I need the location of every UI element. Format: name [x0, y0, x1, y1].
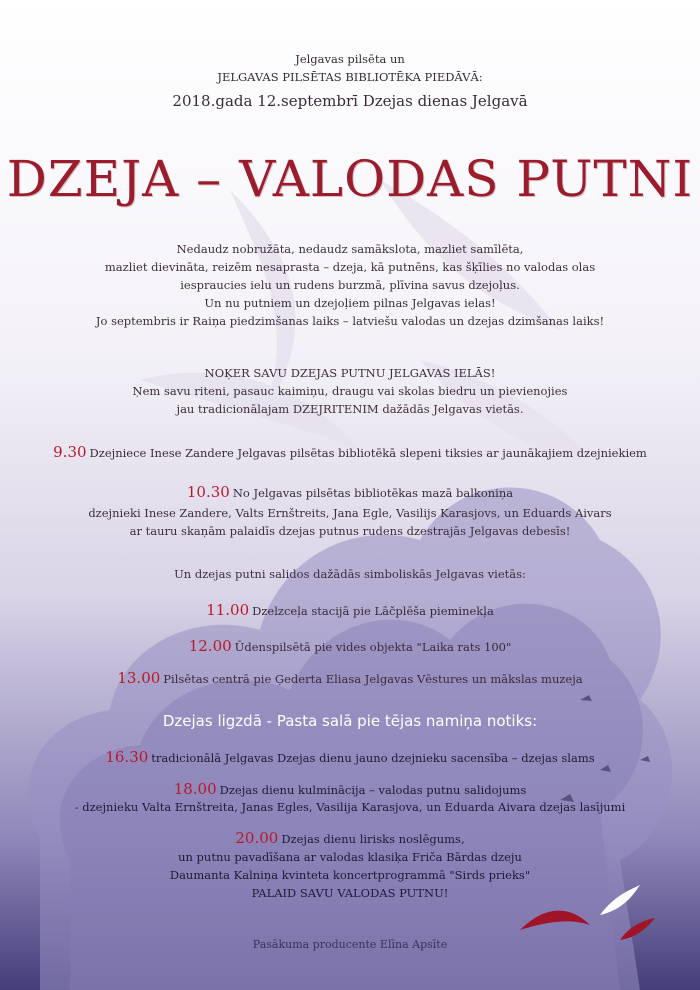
event-text: No Jelgavas pilsētas bibliotēkas mazā balkoniņa: [232, 486, 514, 500]
event-1630: [0, 747, 700, 766]
header-line-2: JELGAVAS PILSĒTAS BIBLIOTĒKA PIEDĀVĀ:: [217, 70, 483, 84]
event-time: 18.00: [173, 780, 217, 798]
event-1030-line-2: dzejnieki Inese Zandere, Valts Ernštreits, Jana Egle, Vasilijs Karasjovs, un Eduards Aivars: [88, 506, 612, 520]
intro-line-1: Nedaudz nobružāta, nedaudz samākslota, mazliet samīlēta,: [176, 242, 524, 256]
event-1030-line-3: ar tauru skaņām palaidīs dzejas putnus rudens dzestrajās Jelgavas debesīs!: [129, 524, 571, 538]
event-text: Ūdenspilsētā pie vides objekta "Laika rats 100": [234, 640, 512, 654]
event-1030: [0, 482, 700, 501]
event-time: 9.30: [53, 443, 87, 461]
finale-line-3: Daumanta Kalniņa kvinteta koncertprogrammā "Sirds prieks": [169, 868, 531, 882]
event-1800-line-2: - dzejnieku Valta Ernštreita, Janas Egles, Vasilija Karasjova, un Eduarda Aivara dzejas lasījumi: [74, 800, 626, 814]
event-time: 20.00: [235, 829, 279, 847]
place-1300: [0, 668, 700, 687]
event-text: Dzejniece Inese Zandere Jelgavas pilsētas bibliotēkā slepeni tiksies ar jaunākajiem dzejniekiem: [89, 446, 647, 460]
event-1800: [0, 779, 700, 798]
finale-line-4: PALAID SAVU VALODAS PUTNU!: [251, 886, 449, 900]
event-2000: [0, 828, 700, 847]
place-1200: [0, 636, 700, 655]
producer-credit: Pasākuma producente Elīna Apsīte: [252, 938, 448, 951]
places-intro: Un dzejas putni salidos dažādās simboliskās Jelgavas vietās:: [174, 567, 526, 581]
event-text: Dzejas dienu lirisks noslēgums,: [281, 832, 465, 846]
event-time: 12.00: [188, 637, 232, 655]
date-line: 2018.gada 12.septembrī Dzejas dienas Jelgavā: [172, 92, 528, 110]
call-line-3: jau tradicionālajam DZEJRITENIM dažādās Jelgavas vietās.: [176, 402, 524, 416]
event-text: Dzelzceļa stacijā pie Lāčplēša pieminekļa: [252, 604, 494, 618]
intro-line-2: mazliet dievināta, reizēm nesaprasta – dzeja, kā putnēns, kas šķīlies no valodas olas: [104, 260, 596, 274]
event-text: Pilsētas centrā pie Ģederta Eliasa Jelgavas Vēstures un mākslas muzeja: [163, 672, 583, 686]
event-text: Dzejas dienu kulminācija – valodas putnu salidojums: [219, 783, 527, 797]
ligzda-heading: Dzejas ligzdā - Pasta salā pie tējas namiņa notiks:: [162, 712, 538, 730]
finale-line-2: un putnu pavadīšana ar valodas klasiķa Friča Bārdas dzeju: [178, 850, 522, 864]
event-time: 13.00: [117, 669, 161, 687]
event-time: 11.00: [206, 601, 250, 619]
place-1100: [0, 600, 700, 619]
call-line-2: Ņem savu riteni, pasauc kaimiņu, draugu vai skolas biedru un pievienojies: [132, 384, 568, 398]
intro-line-4: Un nu putniem un dzejoļiem pilnas Jelgavas ielas!: [204, 296, 496, 310]
header-line-1: Jelgavas pilsēta un: [295, 52, 405, 66]
event-time: 10.30: [186, 483, 230, 501]
event-0930: [0, 442, 700, 461]
intro-line-5: Jo septembris ir Raiņa piedzimšanas laiks – latviešu valodas un dzejas dzimšanas laiks!: [95, 314, 605, 328]
page-title: DZEJA – VALODAS PUTNI: [6, 150, 694, 208]
event-time: 16.30: [105, 748, 149, 766]
event-text: tradicionālā Jelgavas Dzejas dienu jauno dzejnieku sacensība – dzejas slams: [151, 751, 595, 765]
call-line-1: NOĶER SAVU DZEJAS PUTNU JELGAVAS IELĀS!: [204, 366, 496, 380]
intro-line-3: iespraucies ielu un rudens burzmā, plīvina savus dzejoļus.: [180, 278, 520, 292]
